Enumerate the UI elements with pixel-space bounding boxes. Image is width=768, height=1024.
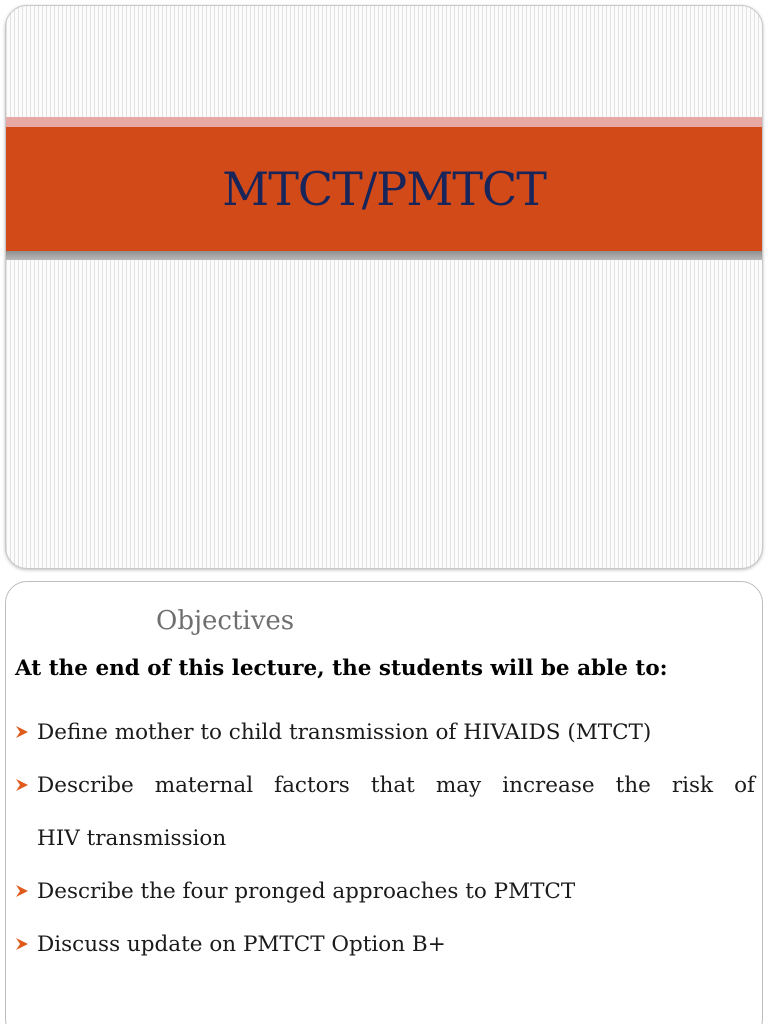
list-item (15, 759, 755, 865)
objectives-list (15, 706, 755, 971)
title-slide (5, 5, 763, 569)
objectives-slide (5, 581, 763, 1024)
objective-text: Describe the four pronged approaches to PMTCT (37, 879, 576, 904)
objectives-intro: At the end of this lecture, the students will be able to: (15, 656, 668, 681)
title-bar-highlight (6, 117, 762, 127)
title-bar-shadow (6, 251, 762, 260)
arrowhead-bullet-icon (15, 937, 29, 951)
list-item (15, 865, 755, 918)
slide-title: MTCT/PMTCT (222, 162, 546, 216)
list-item (15, 918, 755, 971)
objective-text: Describe maternal factors that may increase the risk of (37, 773, 755, 798)
objectives-heading: Objectives (156, 606, 295, 636)
arrowhead-bullet-icon (15, 725, 29, 739)
objective-text-continued: HIV transmission (37, 826, 227, 851)
list-item (15, 706, 755, 759)
objective-text: Define mother to child transmission of HIVAIDS (MTCT) (37, 720, 652, 745)
arrowhead-bullet-icon (15, 884, 29, 898)
arrowhead-bullet-icon (15, 778, 29, 792)
objective-text: Discuss update on PMTCT Option B+ (37, 932, 446, 957)
